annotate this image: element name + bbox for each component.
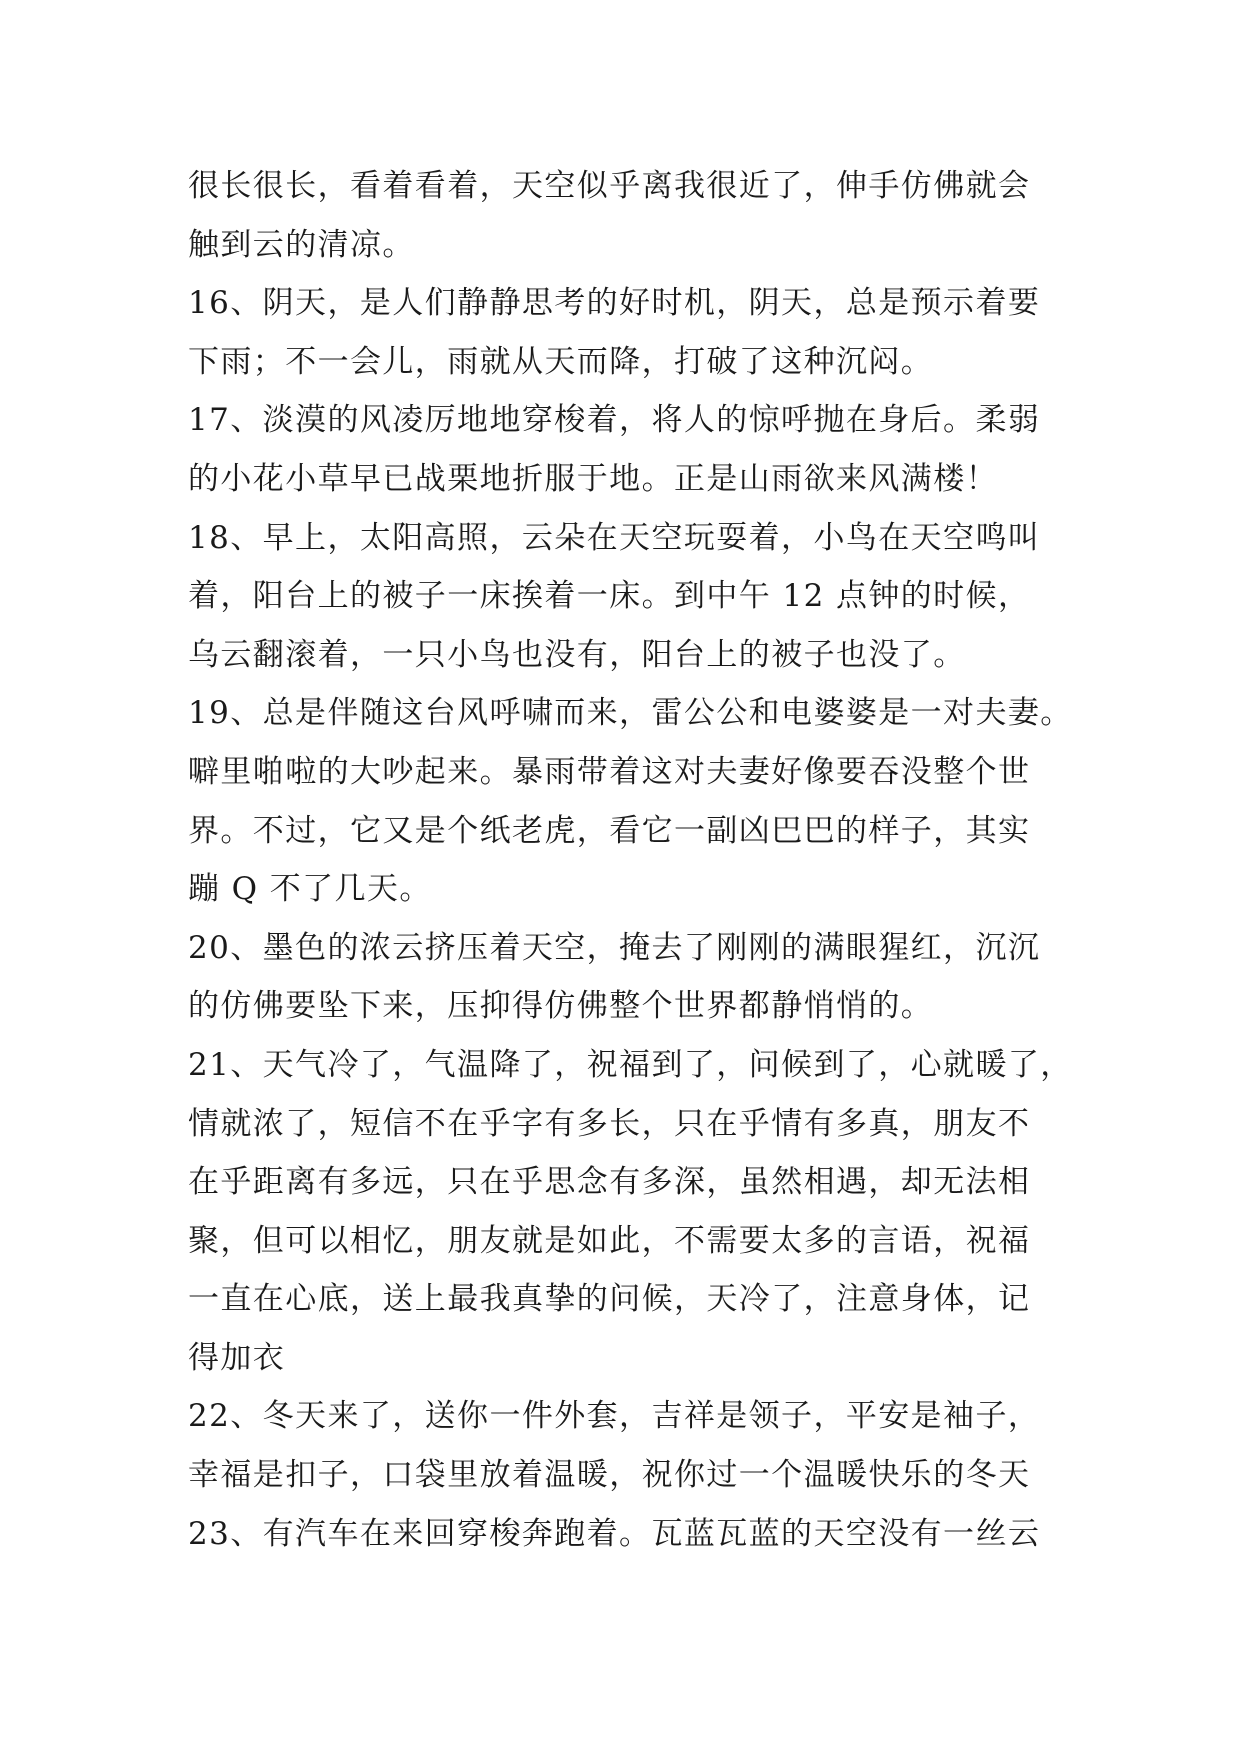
text-line: 着，阳台上的被子一床挨着一床。到中午 12 点钟的时候， bbox=[188, 578, 1031, 615]
text-line: 乌云翻滚着，一只小鸟也没有，阳台上的被子也没了。 bbox=[188, 636, 966, 673]
text-line: 聚，但可以相忆，朋友就是如此，不需要太多的言语，祝福 bbox=[188, 1222, 1031, 1259]
text-line: 蹦 Q 不了几天。 bbox=[188, 871, 432, 908]
text-line: 得加衣 bbox=[188, 1339, 286, 1376]
text-line: 在乎距离有多远，只在乎思念有多深，虽然相遇，却无法相 bbox=[188, 1164, 1031, 1201]
text-line: 16、阴天，是人们静静思考的好时机，阴天，总是预示着要 bbox=[188, 285, 1041, 322]
text-line: 23、有汽车在来回穿梭奔跑着。瓦蓝瓦蓝的天空没有一丝云 bbox=[188, 1515, 1041, 1552]
text-line: 幸福是扣子，口袋里放着温暖，祝你过一个温暖快乐的冬天 bbox=[188, 1457, 1031, 1494]
text-line: 的小花小草早已战栗地折服于地。正是山雨欲来风满楼！ bbox=[188, 460, 998, 497]
text-line: 界。不过，它又是个纸老虎，看它一副凶巴巴的样子，其实 bbox=[188, 812, 1031, 849]
text-line: 下雨；不一会儿，雨就从天而降，打破了这种沉闷。 bbox=[188, 343, 934, 380]
text-line: 情就浓了，短信不在乎字有多长，只在乎情有多真，朋友不 bbox=[188, 1105, 1031, 1142]
text-line: 很长很长，看着看着，天空似乎离我很近了，伸手仿佛就会 bbox=[188, 168, 1031, 204]
document-body bbox=[188, 157, 1073, 1563]
text-line: 20、墨色的浓云挤压着天空，掩去了刚刚的满眼猩红，沉沉 bbox=[188, 929, 1041, 966]
text-line: 触到云的清凉。 bbox=[188, 226, 415, 263]
text-line: 的仿佛要坠下来，压抑得仿佛整个世界都静悄悄的。 bbox=[188, 988, 934, 1025]
text-line: 一直在心底，送上最我真挚的问候，天冷了，注意身体，记 bbox=[188, 1281, 1031, 1318]
text-line: 22、冬天来了，送你一件外套，吉祥是领子，平安是袖子， bbox=[188, 1398, 1041, 1435]
text-line: 19、总是伴随这台风呼啸而来，雷公公和电婆婆是一对夫妻。 bbox=[188, 695, 1073, 732]
text-line: 噼里啪啦的大吵起来。暴雨带着这对夫妻好像要吞没整个世 bbox=[188, 753, 1031, 790]
text-line: 17、淡漠的风凌厉地地穿梭着，将人的惊呼抛在身后。柔弱 bbox=[188, 402, 1041, 439]
text-line: 18、早上，太阳高照，云朵在天空玩耍着，小鸟在天空鸣叫 bbox=[188, 519, 1041, 556]
text-line: 21、天气冷了，气温降了，祝福到了，问候到了，心就暖了， bbox=[188, 1046, 1073, 1083]
